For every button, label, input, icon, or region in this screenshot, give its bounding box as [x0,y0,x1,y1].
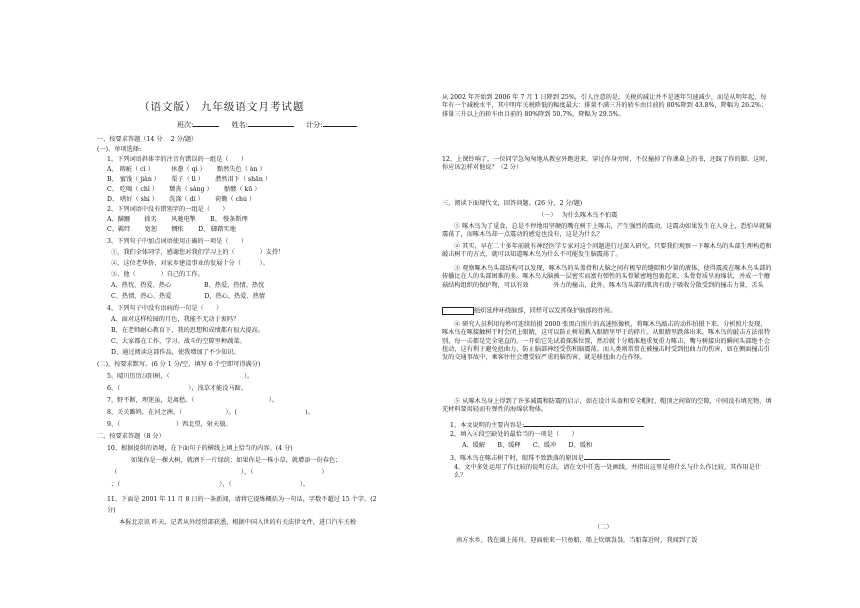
question-4-option-b: B、在老师耐心教育下，我的思想和成绩都有很大提高。 [111,327,265,334]
score-field[interactable] [323,120,357,127]
question-11-text: 本报北京讯 昨天，记者从外经贸部获悉，根据中国入世的有关法律文件，进口汽车关税 [119,519,357,526]
question-1-option-b: B、 蜜饯（ jiàn ） 栗子（ lì ） 潸然泪下（ shān ） [107,176,271,183]
question-1-option-a: A、 瑕疵（ cī ） 休憩（ qì ） 黯然失色（ àn ） [107,166,266,173]
question-4-option-a: A、面对这样校园的月色，我能不无动于衷吗？ [111,316,240,323]
question-3-sentence-3: ③、他（ ）自己的工作。 [111,271,204,278]
name-label: 姓名: [231,121,248,129]
question-3-options-ab: A、热忱、热爱、热心 B、热爱、热情、热忱 [111,282,265,289]
reading-question-3-answer[interactable] [584,453,670,460]
question-5: 5、晴川历历汉阳树，（ ）。 [107,373,254,380]
question-10: 10、根据提供的语境，在下面句子的横线上填上恰当的内容。(4 分) [107,445,293,452]
question-2: 2、下列词语中没有错别字的一组是（ ） [107,206,229,213]
section-1-heading: 一、按要求答题（14 分 2 分/题） [97,136,198,143]
passage-paragraph-4: ④ 研究人员利用每秒可连续拍摄 2000 张黑白照片的高速照像机，将啄木鸟敲击的动作拍摄下来。分析照片发现，啄木鸟在啄接触树干时会闭上眼睛，这可以防止树屑溅入眼睛里甲于的碎片。从眼睛里跌落出来，啄木鸟的敲击方法很特别，每一击都是完全笔直的。一开始它先试着探准位置，然后就十分精准地重复重力啄击，嘴与树接出的瞬间头部绝不会扭动，这有利于避免扭曲力，防止脑部神经受伤和脑震荡。而人类则常常在被撞击时受到扭曲力的伤害，如在侧面撞击引发的交通事故中，乘客往往会遭受较严重的脑伤害，就是移扭曲力在作怪。 [442,321,770,362]
question-9: 9、（ ）西北望，射天狼。 [107,421,232,428]
reading-question-2-options: A、缓解 B、缓释 C、缓冲 D、缓和 [462,442,593,449]
reading-question-4: 4、文中多处运用了作比较的说明方法，请在文中任选一处画线，并指出这里是将什么与什么作比较，其作用是什么？ [454,464,762,480]
question-4-option-c: C、大家都在工作、学习、战斗的空隙里种蔬菜。 [111,338,246,345]
news-continuation: 从 2002 年开始到 2006 年 7 月 1 日降到 25%，引人注意的是，关税的减让并不是逐年匀速减少，而是从明年起，每年有一个减税水平，其中明年关税降低的幅度最大：排量不满三升的轿车由目前的 80%降到 43.8%，降幅为 26.2%； 排量三升以上的轿车由目前的 80%降到 50.7%，降幅为 29.5%。 [442,94,773,118]
question-2-options-ab: A、蹒跚 拙劣 风驰电掣 B、 慢条斯理 [107,216,248,223]
reading-question-1-text: 1、本文说明的主要内容是: [450,422,525,429]
reading-question-1 [450,420,644,430]
score-label: 计分: [306,121,323,129]
passage-2-heading: （二） [594,524,613,531]
section-2-heading: 二、按要求答题（8 分） [97,433,165,440]
question-4: 4、下列句子中没有语病的一句是（ ） [107,305,223,312]
question-3-sentence-1: ①、我们全体同学，感谢您对我们学习上的（ ）支持！ [111,249,285,256]
question-3-sentence-2: ②、这位老华侨，对家乡建设事业的发展十分（ ）。 [111,260,269,267]
passage-paragraph-5: ⑤ 从啄木鸟身上得到了许多减震和防震的启示，如在设计头盔和安全帽时，帽顶之间留的空隙，中间没有填充物，填充材料要用轻而有弹性的海绵状物体。 [442,398,772,414]
question-10-blank-1: （ ），（ ） [111,469,328,476]
class-label: 班次: [177,121,194,129]
question-3: 3、下列句子中加点词语使用正确的一项是（ ） [107,238,248,245]
passage-paragraph-3-tail: 组织延伸环绕脑部，同样可以发挥保护脑部的作用。 [474,307,617,315]
reading-question-3-text: 3、啄木鸟在啄击树干时，眼珠不致跌落的原因是 [450,455,584,462]
reading-question-1-answer[interactable] [524,420,644,427]
passage-paragraph-2: ② 其实，早在二十多年前就有神经医学专家对这个问题进行过深入研究。只要我们观察一下啄木鸟的头部生理构造和敲击树干的方式，就可以知道啄木鸟为什么不可能发生脑震荡了。 [442,243,772,259]
name-field[interactable] [248,120,294,127]
question-12: 12、上课铃响了，一位同学急匆匆地从教室外跑进来，穿过你身旁时，不仅撞掉了你课桌上的书，还踩了你的脚。这时，你应该怎样对他说？（2 分） [442,156,772,172]
reading-question-3 [450,453,670,463]
question-11-points: 分) [107,507,116,514]
question-3-options-cd: C、热情、热心、热爱 D、热心、热爱、热情 [111,293,265,300]
subsection-2-heading: (二)、按要求默写。(6 分 1 分/空，填写 6 个空即可得满分) [97,361,261,368]
question-6: 6、（ ），浅草才能没马蹄。 [107,385,248,392]
question-1-option-d: D、 嗜好（ shì ） 洗涤（ dí ） 荷锄（ chú ） [107,196,256,203]
question-1-option-c: C、 吃喝（ chī ） 颓丧（ sàng ） 骷髅（ kū ） [107,186,261,193]
question-8: 8、关关雎鸠，在河之洲。（ ）。( )。 [107,409,314,416]
passage-paragraph-3-end [442,307,616,316]
passage-paragraph-1: ① 啄木鸟为了觅食，总是不停地用坚硬的嘴在树干上啄击，产生强烈的震动，这震动如果发生在人身上，恐怕早就脑震荡了，而啄木鸟却一点震动的感觉也没有，这是为什么？ [442,223,772,239]
passage-1-title: （一） 为什么啄木鸟不怕震 [538,212,618,219]
question-7: 7、野不断，埋迷虽，是离愁。（ ）。 [107,397,278,404]
question-4-option-d: D、通过阅读这部作品，使我增加了不少知识。 [111,349,240,356]
exam-title: （语文版） 九年级语文月考试题 [139,101,305,113]
header-fields [177,120,357,130]
passage-paragraph-3: ③ 观察啄木鸟头部结构可以发现，啄木鸟的头盖骨和大脑之间有极窄的缝隙和少量的液体，使得震波在啄木鸟头部的传播比在人的头部困难的多。啄木鸟大脑被一层密实而富有弹性的头骨紧密地包裹起来，头骨骨质呈海绵状，并成一个蘑菇结构组织的保护物，可以有效 外力的撞击，此外，啄木鸟头部的肌肉有助于吸收分散受到的撞击力量，舌头 [442,265,772,289]
reading-question-2: 2、填入④段空缺处的最恰当的一项是（ ） [450,431,578,438]
section-3-heading: 三、阅读下面现代文，回答问题。(26 分，2 分/题) [442,200,583,207]
subsection-1-heading: (一)、单项选择: [97,146,142,153]
tongue-blank-box[interactable] [442,307,474,315]
question-2-options-cd: C、羁绊 宽恕 惆怅 D、 脚踏实地 [107,226,236,233]
passage-2-first-line: 南方水乡，我在湖上荡舟，迎面驶来一只鱼船，船上炊烟袅袅，当船靠近时，我闻到了饭 [456,537,698,544]
question-10-blank-2: ；（ ），（ ）。 [111,481,309,488]
question-10-text: 如果你是一棵大树，就洒下一片绿荫；如果你是一株小草，就增添一份春色； [131,457,342,464]
question-1: 1、下列词语斜体字的注音有错误的一组是（ ） [107,156,248,163]
class-field[interactable] [193,120,219,127]
question-11: 11、下面是 2001 年 11 月 8 日的一条新闻，请将它提炼概括为一句话，字数不超过 15 个字。(2 [107,496,377,503]
